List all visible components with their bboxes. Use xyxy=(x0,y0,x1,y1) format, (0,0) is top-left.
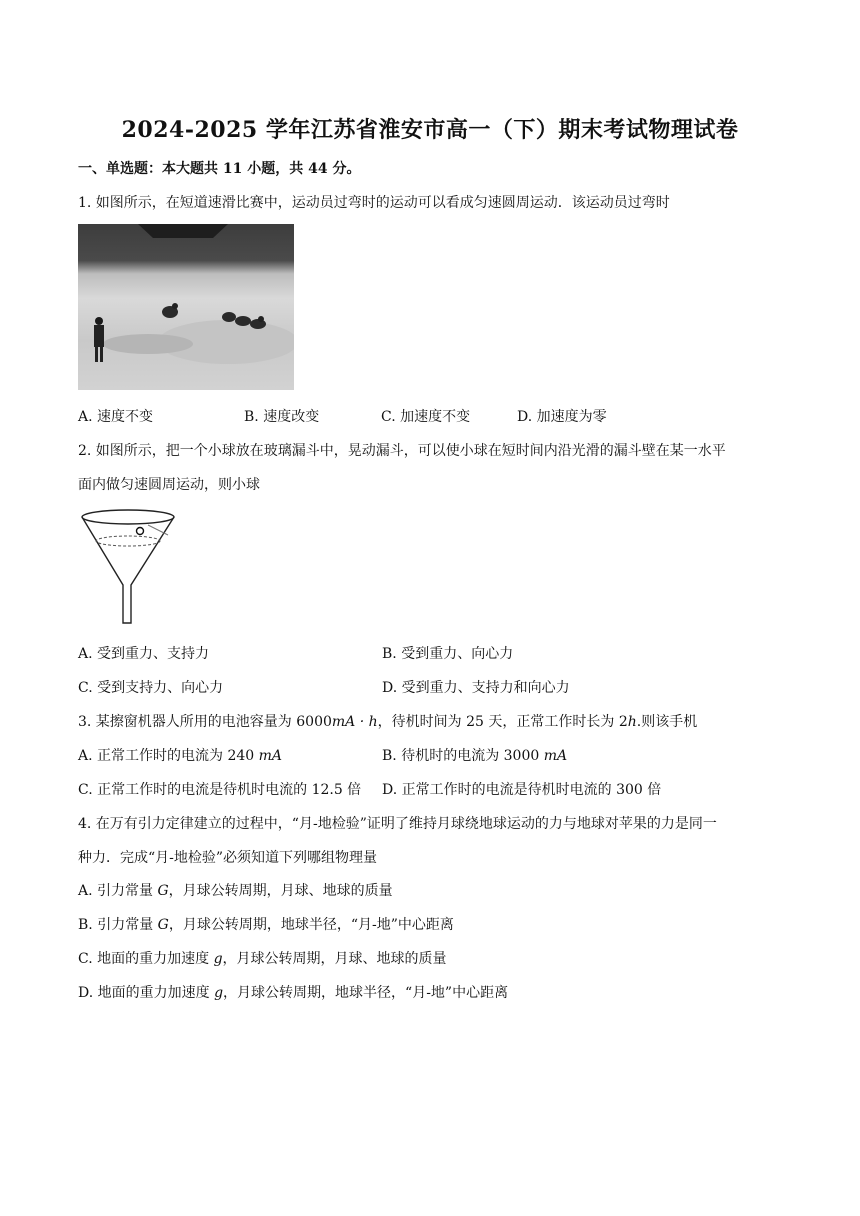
q4-option-c-rest: ，月球公转周期，月球、地球的质量 xyxy=(222,951,447,967)
q4-option-d-lead: D. 地面的重力加速度 xyxy=(78,985,215,1001)
q3-stem-part2: ，待机时间为 25 天，正常工作时长为 xyxy=(377,714,619,730)
q4-option-d-rest: ，月球公转周期，地球半径，“月-地”中心距离 xyxy=(223,985,509,1001)
q3-option-c: C. 正常工作时的电流是待机时电流的 12.5 倍 xyxy=(78,782,362,798)
q3-capacity-unit: mA · h xyxy=(331,714,378,730)
q3-option-a-unit: mA xyxy=(258,748,283,764)
question-4-stem-line1: 4. 在万有引力定律建立的过程中，“月-地检验”证明了维持月球绕地球运动的力与地球对苹果的力是同一 xyxy=(78,816,717,832)
question-2-stem-line1: 2. 如图所示，把一个小球放在玻璃漏斗中，晃动漏斗，可以使小球在短时间内沿光滑的漏斗壁在某一水平 xyxy=(78,443,726,459)
q3-option-a xyxy=(78,745,282,765)
q4-option-b-symbol: G xyxy=(157,917,169,933)
q4-option-a-symbol: G xyxy=(157,883,169,899)
q4-option-d xyxy=(78,982,508,1002)
q4-option-c xyxy=(78,948,447,968)
speed-skating-illustration xyxy=(78,224,294,390)
q3-hours-unit: h xyxy=(627,714,637,730)
q4-option-a-lead: A. 引力常量 xyxy=(78,883,158,899)
q3-hours-value: 2 xyxy=(618,714,628,730)
question-1-stem: 1. 如图所示，在短道速滑比赛中，运动员过弯时的运动可以看成匀速圆周运动．该运动员过弯时 xyxy=(78,195,670,211)
q1-option-c: C. 加速度不变 xyxy=(381,409,471,425)
q4-option-d-symbol: g xyxy=(214,985,224,1001)
q3-option-b-text: B. 待机时的电流为 3000 xyxy=(382,748,544,764)
q2-option-d: D. 受到重力、支持力和向心力 xyxy=(382,680,570,696)
q2-option-a: A. 受到重力、支持力 xyxy=(78,646,210,662)
question-2-stem-line2: 面内做匀速圆周运动，则小球 xyxy=(78,477,260,493)
q4-option-a-rest: ，月球公转周期，月球、地球的质量 xyxy=(168,883,393,899)
exam-title: 2024-2025 学年江苏省淮安市高一（下）期末考试物理试卷 xyxy=(121,117,739,143)
question-4-stem-line2: 种力．完成“月-地检验”必须知道下列哪组物理量 xyxy=(78,850,378,866)
section-heading: 一、单选题：本大题共 11 小题，共 44 分。 xyxy=(78,161,361,177)
q2-option-b: B. 受到重力、向心力 xyxy=(382,646,514,662)
q3-option-d: D. 正常工作时的电流是待机时电流的 300 倍 xyxy=(382,782,662,798)
speed-skating-photo xyxy=(78,224,294,390)
q3-stem-part3: .则该手机 xyxy=(636,714,698,730)
glass-funnel-figure xyxy=(78,505,178,627)
question-3-stem xyxy=(78,711,697,731)
q4-option-c-lead: C. 地面的重力加速度 xyxy=(78,951,214,967)
q1-option-d: D. 加速度为零 xyxy=(517,409,607,425)
q3-option-a-text: A. 正常工作时的电流为 240 xyxy=(78,748,259,764)
q1-option-a: A. 速度不变 xyxy=(78,409,154,425)
q2-option-c: C. 受到支持力、向心力 xyxy=(78,680,224,696)
q3-option-b xyxy=(382,745,567,765)
q4-option-c-symbol: g xyxy=(213,951,223,967)
q3-capacity-value: 6000 xyxy=(296,714,332,730)
q1-option-b: B. 速度改变 xyxy=(244,409,320,425)
q3-stem-part1: 3. 某擦窗机器人所用的电池容量为 xyxy=(78,714,297,730)
q4-option-b-rest: ，月球公转周期，地球半径，“月-地”中心距离 xyxy=(168,917,454,933)
q3-option-b-unit: mA xyxy=(543,748,568,764)
q4-option-b xyxy=(78,914,454,934)
q4-option-a xyxy=(78,880,393,900)
q4-option-b-lead: B. 引力常量 xyxy=(78,917,158,933)
